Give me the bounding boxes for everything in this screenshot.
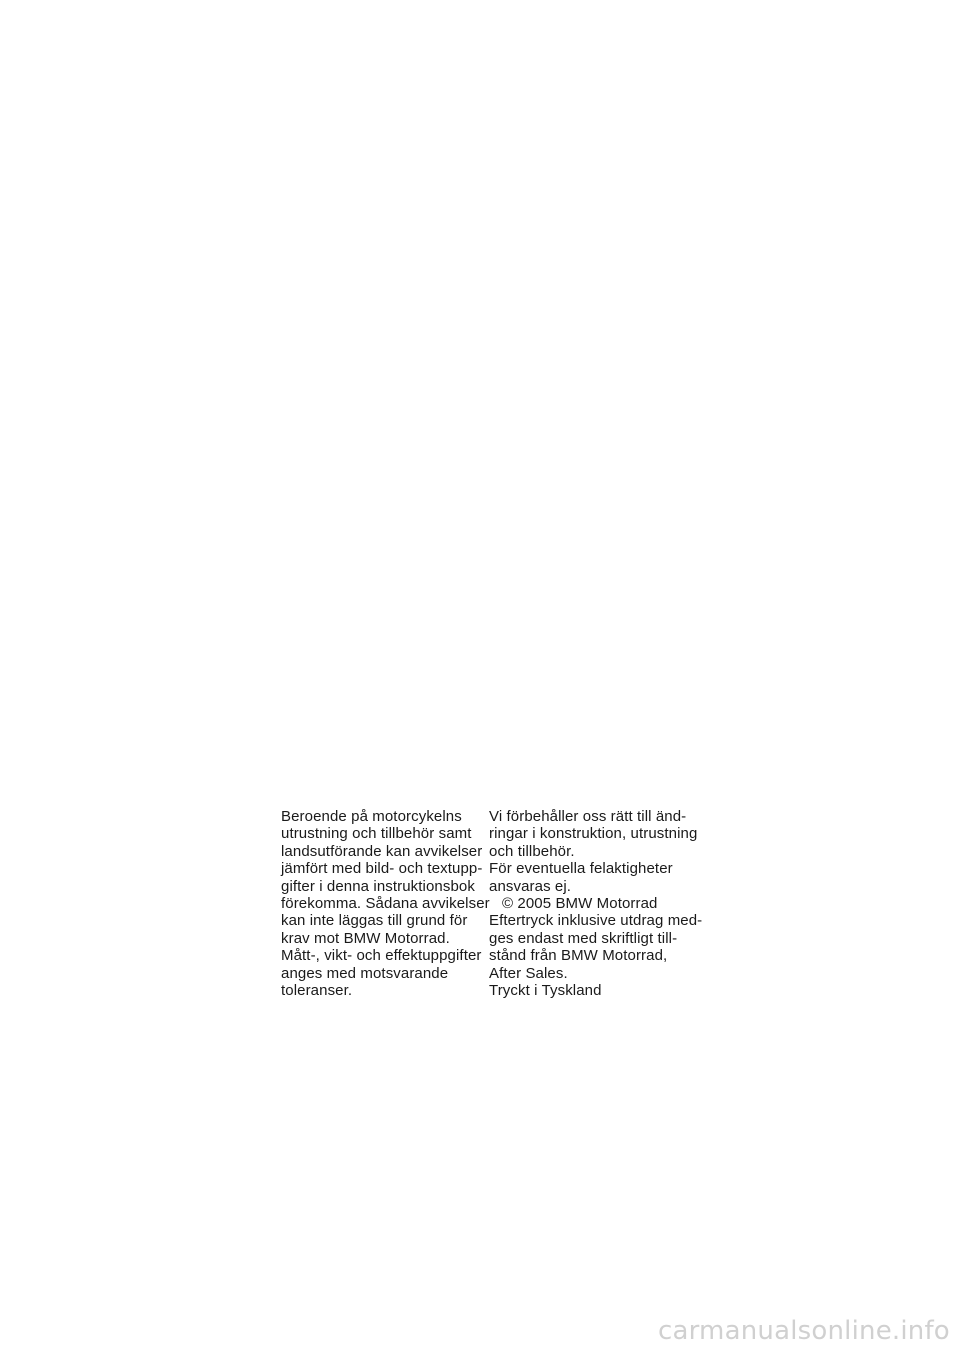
copyright-line: stånd från BMW Motorrad,	[489, 947, 668, 965]
disclaimer-line: jämfört med bild- och textupp-	[281, 860, 483, 878]
copyright-line: ringar i konstruktion, utrustning	[489, 825, 698, 843]
disclaimer-line: toleranser.	[281, 982, 353, 1000]
disclaimer-line: Mått-, vikt- och effektuppgifter	[281, 947, 482, 965]
disclaimer-line: landsutförande kan avvikelser	[281, 842, 483, 860]
copyright-line: ansvaras ej.	[489, 877, 572, 895]
copyright-line: Eftertryck inklusive utdrag med-	[489, 912, 703, 930]
copyright-column	[489, 808, 703, 1000]
disclaimer-line: gifter i denna instruktionsbok	[281, 877, 475, 895]
copyright-line: Tryckt i Tyskland	[489, 982, 602, 1000]
copyright-line: Vi förbehåller oss rätt till änd-	[489, 808, 687, 825]
disclaimer-line: anges med motsvarande	[281, 964, 449, 982]
disclaimer-line: utrustning och tillbehör samt	[281, 825, 472, 843]
disclaimer-column	[281, 808, 490, 1000]
watermark-text: carmanualsonline.info	[658, 1316, 950, 1346]
copyright-line: ges endast med skriftligt till-	[489, 929, 678, 947]
disclaimer-line: Beroende på motorcykelns	[281, 808, 462, 825]
disclaimer-line: förekomma. Sådana avvikelser	[281, 895, 490, 913]
disclaimer-line: krav mot BMW Motorrad.	[281, 929, 450, 947]
copyright-line: För eventuella felaktigheter	[489, 860, 673, 878]
disclaimer-line: kan inte läggas till grund för	[281, 912, 468, 930]
copyright-line: After Sales.	[489, 964, 568, 982]
copyright-line: och tillbehör.	[489, 842, 575, 860]
copyright-notice: © 2005 BMW Motorrad	[502, 895, 658, 913]
